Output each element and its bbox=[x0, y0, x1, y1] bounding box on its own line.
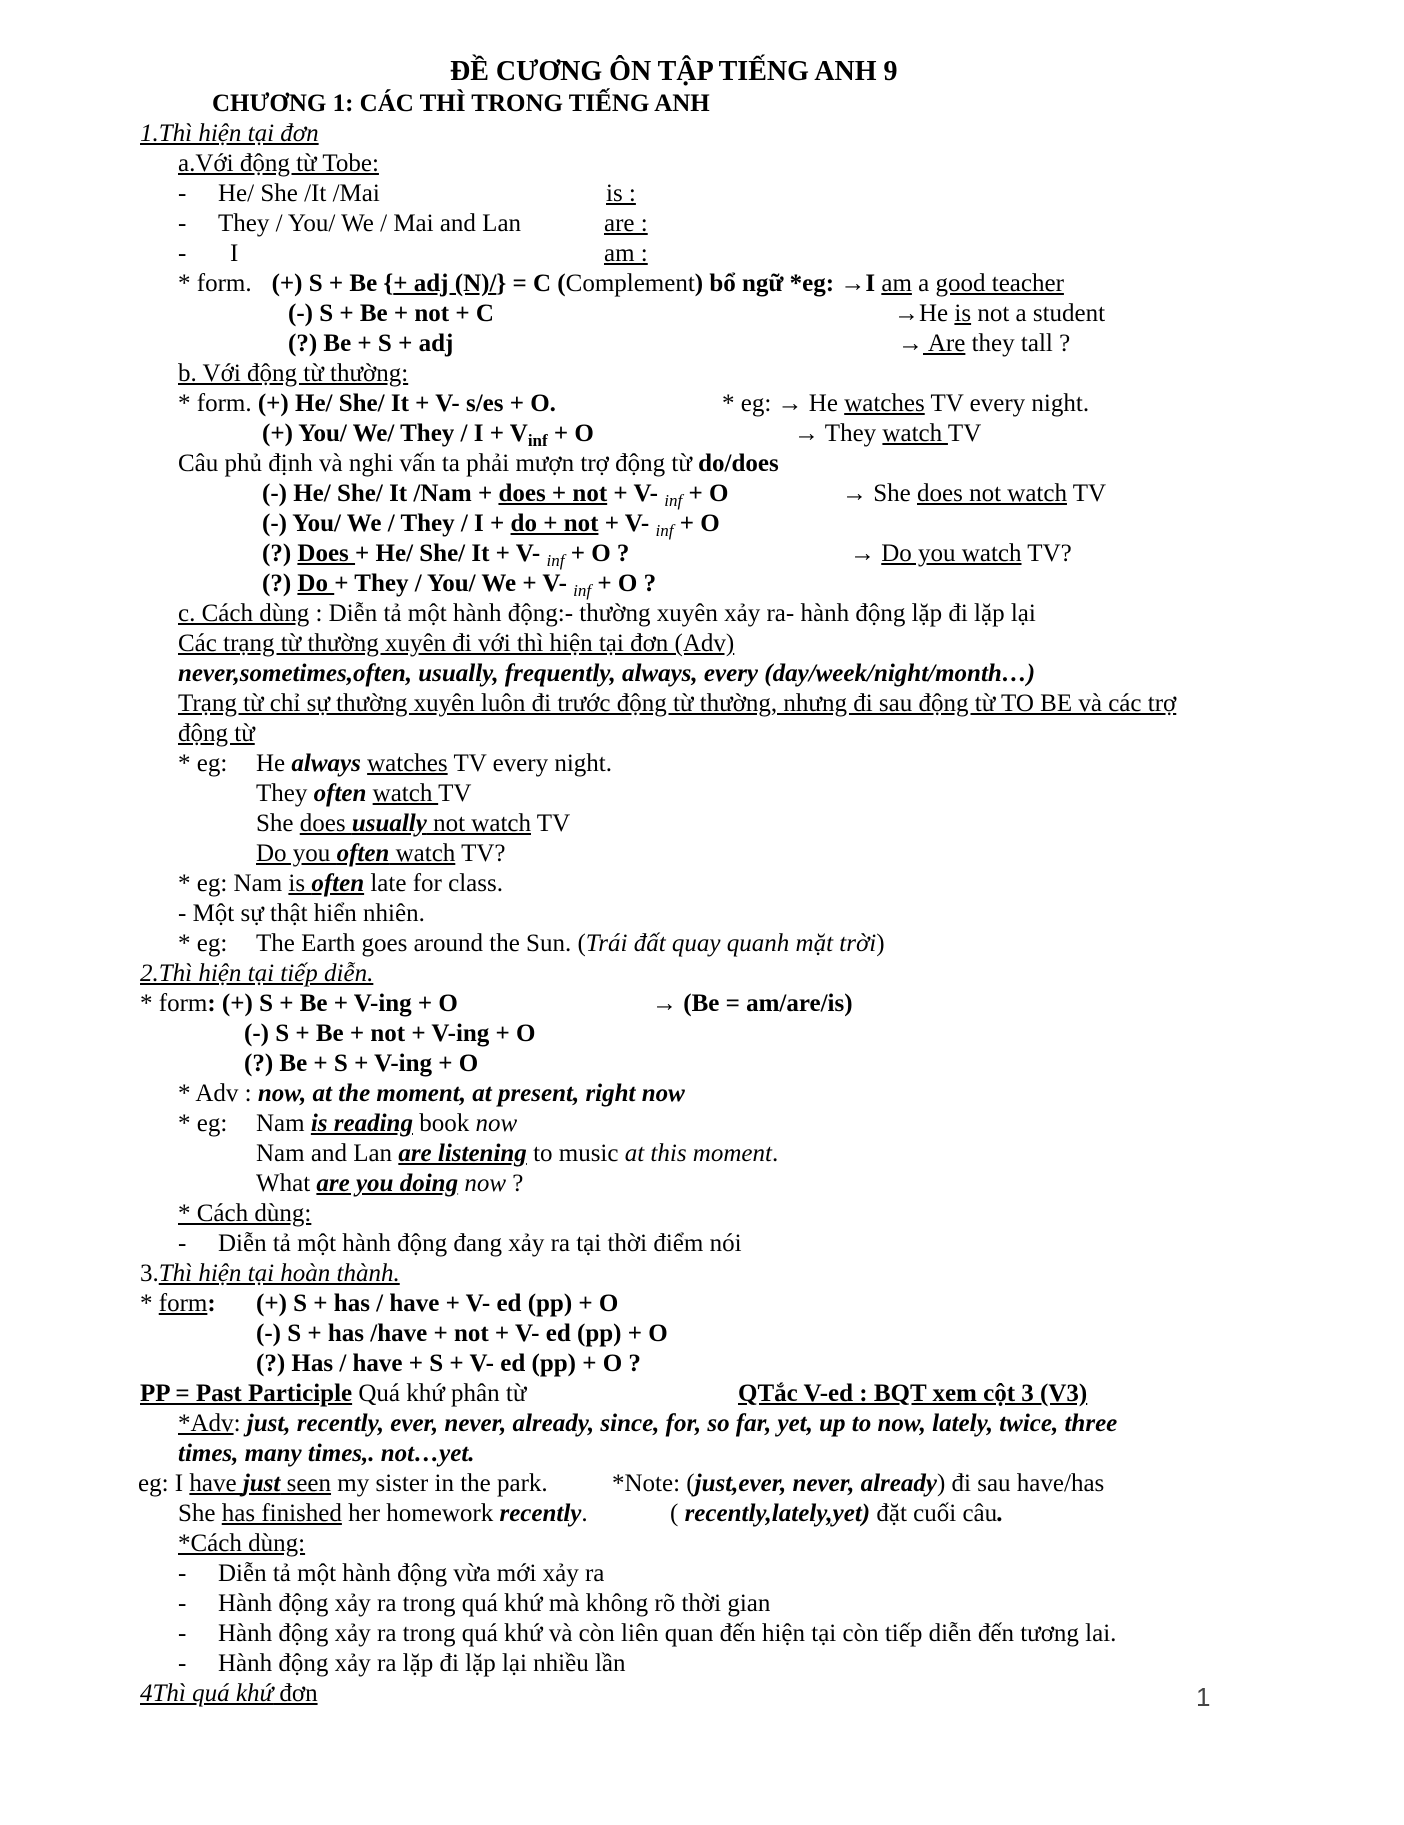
text-span: just bbox=[242, 1470, 281, 1497]
text-span: TV? bbox=[455, 840, 506, 867]
text-span: TV bbox=[531, 810, 571, 837]
section-heading bbox=[140, 1679, 318, 1709]
text-span: + They / You/ We + V- bbox=[334, 570, 574, 597]
text-line: Các trạng từ thường xuyên đi với thì hiện tại đơn (Adv) bbox=[178, 630, 735, 657]
example-line bbox=[256, 1109, 517, 1139]
text-span: → She bbox=[842, 480, 917, 507]
formula-line: (?) Has / have + S + V- ed (pp) + O ? bbox=[256, 1350, 641, 1377]
text-span: at this moment bbox=[624, 1140, 772, 1167]
bullet: - bbox=[178, 1590, 187, 1617]
text-span: → bbox=[898, 330, 923, 357]
text-span: my sister in the park. bbox=[331, 1470, 548, 1497]
text-span: often bbox=[336, 840, 390, 867]
text-line: Diễn tả một hành động đang xảy ra tại thời điểm nói bbox=[218, 1230, 742, 1257]
text-span: Nam bbox=[256, 1110, 311, 1137]
text-span: đơn bbox=[273, 1680, 318, 1707]
text-line: are : bbox=[604, 210, 648, 237]
label: * eg: bbox=[178, 930, 228, 957]
text-span: * Adv : bbox=[178, 1080, 258, 1107]
text-span: *Note: ( bbox=[612, 1470, 695, 1497]
text-span: a bbox=[911, 270, 936, 297]
text-span: TV bbox=[947, 420, 982, 447]
text-span: * bbox=[140, 1290, 159, 1317]
text-span: often bbox=[311, 870, 365, 897]
text-span: + adj (N)/ bbox=[393, 270, 497, 297]
formula-line bbox=[178, 269, 1064, 299]
text-span: → bbox=[850, 540, 882, 567]
text-span: He bbox=[256, 750, 292, 777]
example-line bbox=[722, 389, 1089, 419]
text-span: . bbox=[581, 1500, 588, 1527]
text-span: c. Cách dùng bbox=[178, 600, 310, 627]
text-span: usually bbox=[351, 810, 427, 837]
text-line: Trạng từ chỉ sự thường xuyên luôn đi trước động từ thường, nhưng đi sau động từ TO BE và các trợ bbox=[178, 690, 1177, 717]
text-span: TV every night. bbox=[924, 390, 1090, 417]
text-span: (-) He/ She/ It /Nam + bbox=[262, 480, 499, 507]
text-span: đặt cuối câu bbox=[870, 1500, 998, 1527]
text-span: watch bbox=[389, 840, 456, 867]
text-span: Câu phủ định và nghi vấn ta phải mượn trợ động từ bbox=[178, 450, 699, 477]
text-span: ) bbox=[876, 930, 885, 957]
text-line: - Một sự thật hiển nhiên. bbox=[178, 900, 425, 927]
formula-line: (+) S + has / have + V- ed (pp) + O bbox=[256, 1290, 619, 1317]
text-span: now bbox=[475, 1110, 518, 1137]
text-span: What bbox=[256, 1170, 317, 1197]
text-span: : (+) S + Be + V-ing + O bbox=[207, 990, 458, 1017]
text-span: → They bbox=[794, 420, 883, 447]
example-line bbox=[898, 329, 1070, 359]
text-span: is bbox=[288, 870, 312, 897]
note-line bbox=[612, 1469, 1104, 1499]
text-span: } = C ( bbox=[496, 270, 566, 297]
text-span: + V- bbox=[598, 510, 656, 537]
text-span: is bbox=[954, 300, 972, 327]
text-span: . bbox=[771, 1140, 779, 1167]
text-span: always bbox=[291, 750, 361, 777]
chapter-heading: CHƯƠNG 1: CÁC THÌ TRONG TIẾNG ANH bbox=[212, 90, 710, 117]
text-line: Hành động xảy ra trong quá khứ mà không rõ thời gian bbox=[218, 1590, 771, 1617]
text-span: (+) He/ She/ It + V- s/es + O. bbox=[257, 390, 556, 417]
example-line bbox=[256, 749, 612, 779]
text-line: Hành động xảy ra trong quá khứ và còn liên quan đến hiện tại còn tiếp diễn đến tương lai. bbox=[218, 1620, 1117, 1647]
text-span: inf bbox=[655, 521, 674, 540]
text-span: Trái đất quay quanh mặt trời bbox=[585, 930, 877, 957]
text-span: are listening bbox=[398, 1140, 527, 1167]
text-span: (-) You/ We / They / I + bbox=[262, 510, 511, 537]
adverb-line: times, many times,. not…yet. bbox=[178, 1440, 475, 1467]
text-span: TV? bbox=[1021, 540, 1072, 567]
section-heading: 1.Thì hiện tại đơn bbox=[140, 120, 319, 147]
example-line bbox=[794, 419, 981, 449]
text-span: TV every night. bbox=[447, 750, 612, 777]
subsection-heading: *Cách dùng: bbox=[178, 1530, 306, 1557]
text-span: her homework bbox=[341, 1500, 500, 1527]
text-span: seen bbox=[280, 1470, 332, 1497]
text-line: am : bbox=[604, 240, 648, 267]
text-span: (?) bbox=[262, 540, 298, 567]
text-span: do + not bbox=[510, 510, 599, 537]
text-span: + O bbox=[673, 510, 720, 537]
text-span: inf bbox=[527, 431, 548, 450]
text-span: Thì hiện tại hoàn thành. bbox=[158, 1260, 400, 1287]
formula-note: → (Be = am/are/is) bbox=[652, 990, 853, 1017]
text-span: She bbox=[178, 1500, 222, 1527]
note-line: QTắc V-ed : BQT xem cột 3 (V3) bbox=[738, 1380, 1088, 1407]
bullet: - bbox=[178, 1560, 187, 1587]
text-span: they tall ? bbox=[965, 330, 1071, 357]
bullet: - bbox=[178, 210, 187, 237]
text-span: are you doing bbox=[316, 1170, 459, 1197]
text-span: have bbox=[189, 1470, 243, 1497]
section-heading bbox=[140, 1259, 400, 1289]
text-span: * form bbox=[140, 990, 208, 1017]
text-span: : bbox=[233, 1410, 247, 1437]
text-span: often bbox=[313, 780, 367, 807]
text-span: + O bbox=[547, 420, 594, 447]
text-span: *Adv bbox=[178, 1410, 234, 1437]
example-line bbox=[256, 1139, 778, 1169]
formula-line: (?) Be + S + V-ing + O bbox=[244, 1050, 479, 1077]
adverb-line bbox=[178, 1409, 1117, 1439]
example-line bbox=[256, 839, 506, 869]
label: * eg: bbox=[178, 750, 228, 777]
text-span: watch bbox=[882, 420, 948, 447]
text-line: is : bbox=[606, 180, 636, 207]
text-span: just,ever, never, already bbox=[694, 1470, 937, 1497]
text-span: They bbox=[256, 780, 314, 807]
text-span: good teacher bbox=[935, 270, 1064, 297]
formula-line bbox=[178, 389, 556, 419]
section-heading: 2.Thì hiện tại tiếp diễn. bbox=[140, 960, 374, 987]
adverb-list: never,sometimes,often, usually, frequently, always, every (day/week/night/month…) bbox=[178, 660, 1036, 687]
text-span: PP = Past Participle bbox=[140, 1380, 353, 1407]
example-line bbox=[178, 1499, 588, 1529]
text-span: now bbox=[464, 1170, 507, 1197]
subsection-heading: b. Với động từ thường: bbox=[178, 360, 409, 387]
note-line bbox=[670, 1499, 1003, 1529]
example-line bbox=[850, 539, 1072, 569]
text-span: just, recently, ever, never, already, since, for, so far, yet, up to now, lately, twice, three bbox=[246, 1410, 1118, 1437]
example-line bbox=[256, 809, 570, 839]
text-span: Quá khứ phân từ bbox=[352, 1380, 527, 1407]
text-span: →He bbox=[894, 300, 955, 327]
text-span: inf bbox=[664, 491, 683, 510]
text-span: inf bbox=[573, 581, 592, 600]
page-number: 1 bbox=[1196, 1682, 1211, 1712]
example-line bbox=[842, 479, 1106, 509]
text-line: Hành động xảy ra lặp đi lặp lại nhiều lần bbox=[218, 1650, 626, 1677]
text-span: watch bbox=[372, 780, 439, 807]
text-span: watches bbox=[367, 750, 448, 777]
text-span: (+) S + Be { bbox=[271, 270, 394, 297]
formula-line: (-) S + Be + not + V-ing + O bbox=[244, 1020, 536, 1047]
bullet: - bbox=[178, 240, 187, 267]
formula-line: (-) S + Be + not + C bbox=[288, 300, 494, 327]
text-span: : Diễn tả một hành động:- thường xuyên xảy ra- hành động lặp đi lặp lại bbox=[309, 600, 1036, 627]
text-span: now, at the moment, at present, right now bbox=[257, 1080, 685, 1107]
text-span: ) bổ ngữ *eg: →I bbox=[694, 270, 882, 297]
text-line bbox=[178, 599, 1036, 629]
text-span: : bbox=[207, 1290, 216, 1317]
text-span: inf bbox=[546, 551, 565, 570]
text-span: TV bbox=[438, 780, 472, 807]
text-span: * eg: → He bbox=[722, 390, 845, 417]
text-span: * form. bbox=[178, 270, 252, 297]
text-line bbox=[178, 449, 779, 479]
subsection-heading: * Cách dùng: bbox=[178, 1200, 312, 1227]
text-span: + O bbox=[682, 480, 729, 507]
label: * eg: bbox=[178, 1110, 228, 1137]
text-span: does + not bbox=[498, 480, 608, 507]
text-span: do/does bbox=[698, 450, 779, 477]
text-span: am bbox=[881, 270, 912, 297]
text-span: to music bbox=[526, 1140, 625, 1167]
text-span: recently,lately,yet) bbox=[684, 1500, 871, 1527]
formula-line: (?) Be + S + adj bbox=[288, 330, 454, 357]
bullet: - bbox=[178, 1650, 187, 1677]
example-line bbox=[256, 1169, 523, 1199]
subsection-heading: a.Với động từ Tobe: bbox=[178, 150, 379, 177]
formula-line: (-) S + has /have + not + V- ed (pp) + O bbox=[256, 1320, 668, 1347]
note-line bbox=[140, 1379, 526, 1409]
adverb-line bbox=[178, 1079, 685, 1109]
text-span: Does bbox=[297, 540, 356, 567]
example-line bbox=[256, 779, 471, 809]
document-title: ĐỀ CƯƠNG ÔN TẬP TIẾNG ANH 9 bbox=[450, 56, 898, 87]
text-span: + V- bbox=[607, 480, 665, 507]
text-span: ) đi sau have/has bbox=[936, 1470, 1105, 1497]
text-span: late for class. bbox=[364, 870, 503, 897]
text-span: Do you bbox=[256, 840, 337, 867]
text-span: Are bbox=[923, 330, 966, 357]
text-line: Diễn tả một hành động vừa mới xảy ra bbox=[218, 1560, 605, 1587]
text-span: does not watch bbox=[917, 480, 1067, 507]
text-span: * form. bbox=[178, 390, 258, 417]
bullet: - bbox=[178, 1620, 187, 1647]
text-span: book bbox=[412, 1110, 476, 1137]
text-span: (+) You/ We/ They / I + V bbox=[262, 420, 528, 447]
formula-line bbox=[140, 989, 458, 1019]
text-span: Do you watch bbox=[881, 540, 1022, 567]
text-span: + He/ She/ It + V- bbox=[355, 540, 547, 567]
text-span: + O ? bbox=[564, 540, 630, 567]
text-span: Nam and Lan bbox=[256, 1140, 399, 1167]
text-span: is reading bbox=[310, 1110, 413, 1137]
text-span: 3. bbox=[140, 1260, 159, 1287]
example-line bbox=[138, 1469, 548, 1499]
text-span: form bbox=[158, 1290, 208, 1317]
text-span: 4Thì quá khứ bbox=[140, 1680, 274, 1707]
text-span: watches bbox=[844, 390, 925, 417]
bullet: - bbox=[178, 180, 187, 207]
text-span: TV bbox=[1066, 480, 1107, 507]
text-span: * eg: Nam bbox=[178, 870, 289, 897]
text-span: recently bbox=[499, 1500, 582, 1527]
text-span: . bbox=[997, 1500, 1004, 1527]
text-span: ? bbox=[506, 1170, 524, 1197]
text-span: Do bbox=[297, 570, 335, 597]
example-line bbox=[178, 869, 503, 899]
text-span: Complement bbox=[565, 270, 695, 297]
bullet: - bbox=[178, 1230, 187, 1257]
text-span: does bbox=[299, 810, 352, 837]
example-line bbox=[894, 299, 1105, 329]
text-span: She bbox=[256, 810, 300, 837]
text-span: ( bbox=[670, 1500, 685, 1527]
formula-label bbox=[140, 1289, 216, 1319]
text-span: has finished bbox=[221, 1500, 342, 1527]
text-line: động từ bbox=[178, 720, 255, 747]
text-span: + O ? bbox=[591, 570, 657, 597]
text-line: They / You/ We / Mai and Lan bbox=[218, 210, 522, 237]
text-span: The Earth goes around the Sun. ( bbox=[256, 930, 586, 957]
text-span: eg: I bbox=[138, 1470, 190, 1497]
text-line: I bbox=[230, 240, 239, 267]
text-line: He/ She /It /Mai bbox=[218, 180, 380, 207]
text-span: not watch bbox=[426, 810, 531, 837]
text-span: (?) bbox=[262, 570, 298, 597]
example-line bbox=[256, 929, 885, 959]
text-span: not a student bbox=[971, 300, 1106, 327]
